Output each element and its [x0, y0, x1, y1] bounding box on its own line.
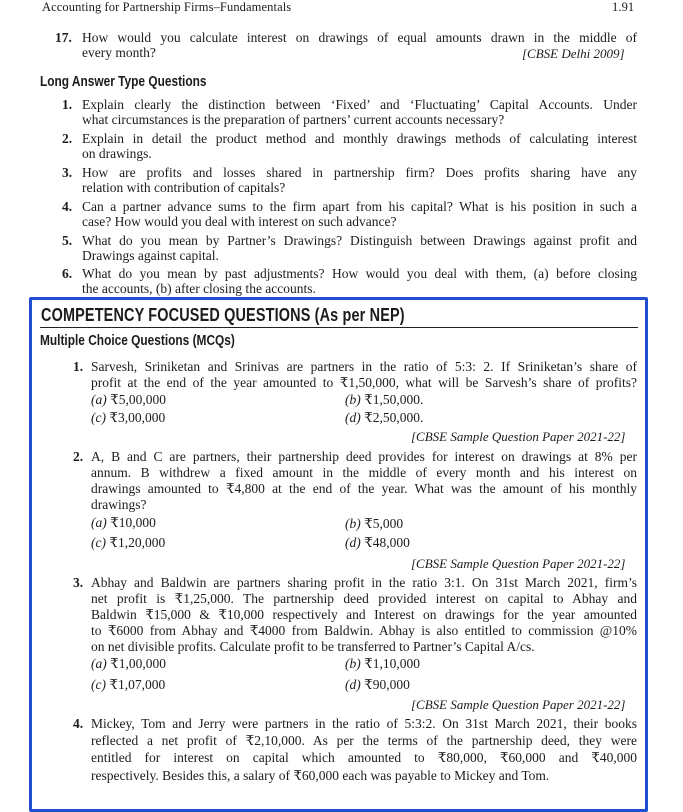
answer-option: (b) ₹1,10,000 — [345, 656, 420, 671]
question-text-line: Explain clearly the distinction between ‘Fixed’ and ‘Fluctuating’ Capital Accounts. Under — [82, 97, 637, 112]
answer-option: (b) ₹5,000 — [345, 516, 404, 531]
question-text-line: reflected a net profit of ₹2,10,000. As per the terms of the partnership deed, they were — [91, 733, 637, 748]
question-text-line: net profit is ₹1,25,000. The partnership deed provided interest on capital to Abhay and — [91, 591, 637, 606]
question-text-line: relation with contribution of capitals? — [82, 180, 286, 195]
question-text-line: Baldwin ₹15,000 & ₹10,000 respectively and Interest on drawings for the year amounted — [91, 607, 637, 622]
question-text-line: What do you mean by past adjustments? How would you deal with them, (a) before closing — [82, 266, 637, 281]
question-text-line: drawings amounted to ₹4,800 at the end of the year. What was the amount of his monthly — [91, 481, 637, 496]
question-text-line: How would you calculate interest on drawings of equal amounts drawn in the middle of — [82, 30, 637, 45]
answer-option: (c) ₹1,07,000 — [91, 677, 166, 692]
question-number: 1. — [73, 359, 84, 374]
answer-option: (d) ₹48,000 — [345, 535, 410, 550]
answer-option: (a) ₹1,00,000 — [91, 656, 166, 671]
question-source: [CBSE Sample Question Paper 2021-22] — [411, 429, 626, 444]
competency-section-title: COMPETENCY FOCUSED QUESTIONS (As per NEP) — [41, 304, 405, 325]
question-number: 4. — [73, 716, 84, 731]
question-text-line: on net divisible profits. Calculate profit to be transferred to Partner’s Capital A/cs. — [91, 639, 535, 654]
question-text-line: Can a partner advance sums to the firm apart from his capital? What is his position in such a — [82, 199, 637, 214]
answer-option: (a) ₹5,00,000 — [91, 392, 166, 407]
answer-option: (d) ₹2,50,000. — [345, 410, 424, 425]
question-text-line: Sarvesh, Sriniketan and Srinivas are partners in the ratio of 5:3: 2. If Sriniketan’s share of — [91, 359, 637, 374]
question-number: 3. — [73, 575, 84, 590]
question-number: 1. — [62, 97, 73, 112]
question-text-line: Mickey, Tom and Jerry were partners in the ratio of 5:3:2. On 31st March 2021, their books — [91, 716, 637, 731]
question-text-line: what circumstances is the preparation of partners’ current accounts necessary? — [82, 112, 505, 127]
question-text-line: drawings? — [91, 497, 147, 512]
question-source: [CBSE Delhi 2009] — [522, 46, 625, 61]
section-title-underline — [40, 327, 638, 328]
question-text-line: Explain in detail the product method and monthly drawings methods of calculating interest — [82, 131, 637, 146]
question-number: 17. — [55, 30, 72, 45]
answer-option: (b) ₹1,50,000. — [345, 392, 424, 407]
answer-option: (c) ₹3,00,000 — [91, 410, 166, 425]
question-text-line: profit at the end of the year amounted to ₹1,50,000, what will be Sarvesh’s share of profits? — [91, 375, 637, 390]
page-number: 1.91 — [612, 0, 635, 14]
question-number: 3. — [62, 165, 73, 180]
question-text-line: on drawings. — [82, 146, 152, 161]
question-text-line: the accounts, (b) after closing the accounts. — [82, 281, 316, 296]
question-text-line: every month? — [82, 45, 156, 60]
question-text-line: annum. B withdrew a fixed amount in the middle of every month and his interest on — [91, 465, 637, 480]
question-text-line: respectively. Besides this, a salary of ₹60,000 each was payable to Mickey and Tom. — [91, 768, 550, 783]
question-text-line: to ₹6000 from Abhay and ₹4000 from Baldwin. Abhay is also entitled to commission @10% — [91, 623, 637, 638]
running-header-title: Accounting for Partnership Firms–Fundamentals — [42, 0, 292, 14]
question-number: 4. — [62, 199, 73, 214]
question-source: [CBSE Sample Question Paper 2021-22] — [411, 556, 626, 571]
question-text-line: Abhay and Baldwin are partners sharing profit in the ratio 3:1. On 31st March 2021, firm’s — [91, 575, 637, 590]
answer-option: (a) ₹10,000 — [91, 515, 156, 530]
question-number: 2. — [62, 131, 73, 146]
answer-option: (d) ₹90,000 — [345, 677, 410, 692]
section-heading-long-answer: Long Answer Type Questions — [40, 74, 207, 90]
answer-option: (c) ₹1,20,000 — [91, 535, 166, 550]
question-number: 6. — [62, 266, 73, 281]
question-text-line: How are profits and losses shared in partnership firm? Does profits sharing have any — [82, 165, 637, 180]
question-number: 5. — [62, 233, 73, 248]
mcq-heading: Multiple Choice Questions (MCQs) — [40, 333, 235, 349]
question-source: [CBSE Sample Question Paper 2021-22] — [411, 697, 626, 712]
question-text-line: What do you mean by Partner’s Drawings? Distinguish between Drawings against profit and — [82, 233, 637, 248]
question-number: 2. — [73, 449, 84, 464]
question-text-line: case? How would you deal with interest on such advance? — [82, 214, 397, 229]
question-text-line: entitled for interest on capital which amounted to ₹80,000, ₹60,000 and ₹40,000 — [91, 750, 637, 765]
question-text-line: A, B and C are partners, their partnership deed provides for interest on drawings at 8% per — [91, 449, 637, 464]
question-text-line: Drawings against capital. — [82, 248, 219, 263]
